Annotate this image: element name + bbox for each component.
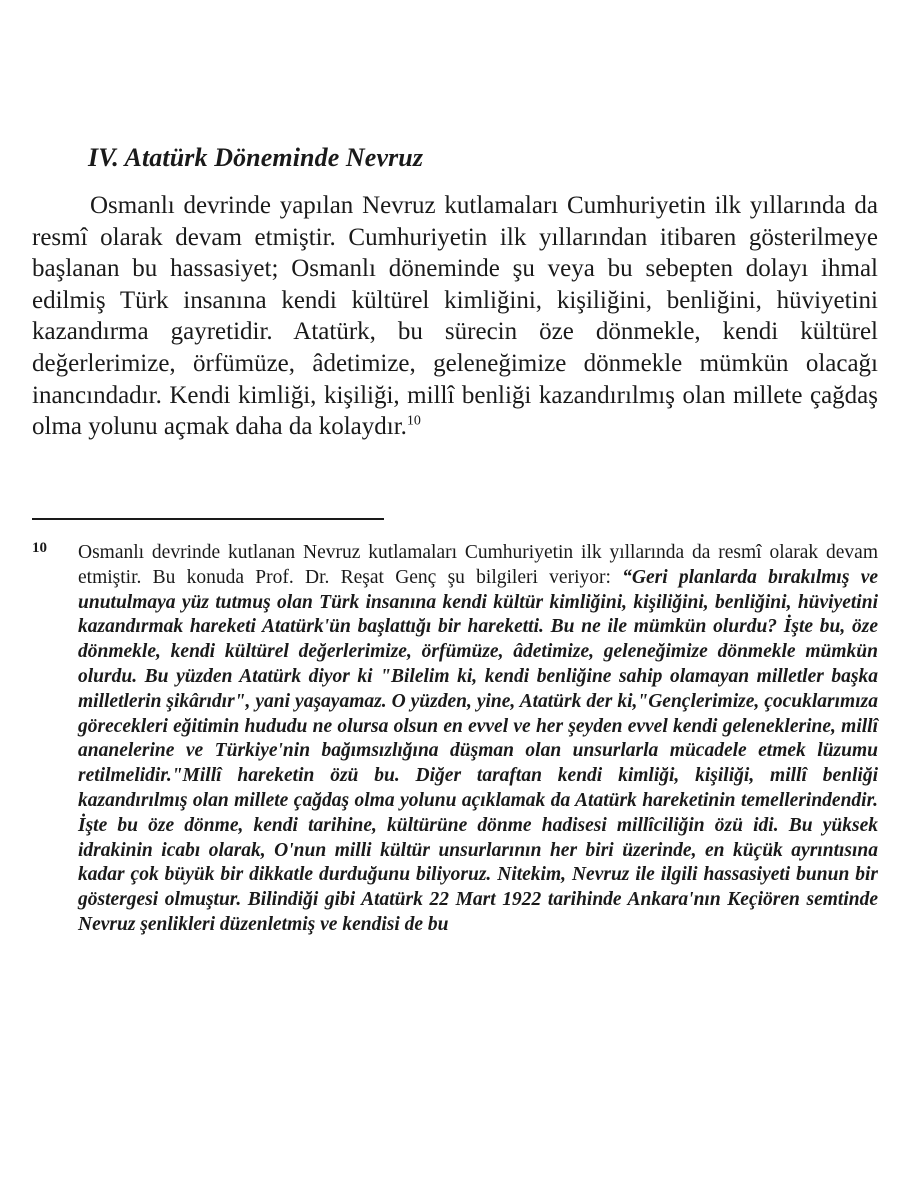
footnote-reference[interactable]: 10 (406, 413, 421, 429)
footnote-divider (32, 518, 384, 520)
section-heading: IV. Atatürk Döneminde Nevruz (88, 143, 424, 172)
footnote-number: 10 (32, 540, 47, 556)
body-paragraph-text: Osmanlı devrinde yapılan Nevruz kutlamaları Cumhuriyetin ilk yıllarında da resmî olarak devam etmiştir. Cumhuriyetin ilk yıllarından itibaren gösterilmeye başlanan bu hassasiyet; Osmanlı döneminde şu veya bu sebepten dolayı ihmal edilmiş Türk insanına kendi kültürel kimliğini, kişiliğini, benliğini, hüviyetini kazandırma gayretidir. Atatürk, bu sürecin öze dönmekle, kendi kültürel değerlerimize, örfümüze, âdetimize, geleneğimize dönmekle mümkün olacağı inancındadır. Kendi kimliği, kişiliği, millî benliği kazandırılmış olan millete çağdaş olma yolunu açmak daha da kolaydır. (32, 192, 878, 441)
footnote-intro: Osmanlı devrinde kutlanan Nevruz kutlamaları Cumhuriyetin ilk yıllarında da resmî olarak devam etmiştir. Bu konuda Prof. Dr. Reşat Genç şu bilgileri veriyor: (78, 542, 878, 588)
body-paragraph (32, 190, 878, 443)
footnote-quote: “Geri planlarda bırakılmış ve unutulmaya yüz tutmuş olan Türk insanına kendi kültür kimliğini, kişiliğini, benliğini, hüviyetini kazandırmak hareketi Atatürk'ün başlattığı bir hareketti. Bu ne ile mümkün olurdu? İşte bu, öze dönmekle, kendi kültürel değerlerimize, örfümüze, âdetimize, geleneğimize dönmekle mümkün olurdu. Bu yüzden Atatürk diyor ki "Bilelim ki, kendi benliğine sahip olamayan milletler başka milletlerin şikârıdır", yani yaşayamaz. O yüzden, yine, Atatürk der ki,"Gençlerimize, çocuklarımıza görecekleri eğitimin hududu ne olursa olsun en evvel ve her şeyden evvel kendi geleneklerine, millî ananelerine ve Türkiye'nin bağımsızlığına düşman olan unsurlarla mücadele etmek lüzumu retilmelidir."Millî hareketin özü bu. Diğer taraftan kendi kimliği, kişiliği, millî benliği kazandırılmış olan millete çağdaş olma yolunu açıklamak da Atatürk hareketinin temellerindendir. İşte bu öze dönme, kendi tarihine, kültürüne dönme hadisesi millîciliğin özü idi. Bu yüksek idrakinin icabı olarak, O'nun milli kültür unsurlarının her biri üzerinde, en küçük ayrıntısına kadar çok büyük bir dikkatle durduğunu biliyoruz. Nitekim, Nevruz ile ilgili hassasiyeti bunun bir göstergesi olmuştur. Bilindiği gibi Atatürk 22 Mart 1922 tarihinde Ankara'nın Keçiören semtinde Nevruz şenlikleri düzenletmiş ve kendisi de bu (78, 566, 878, 935)
footnote-text (78, 541, 878, 938)
